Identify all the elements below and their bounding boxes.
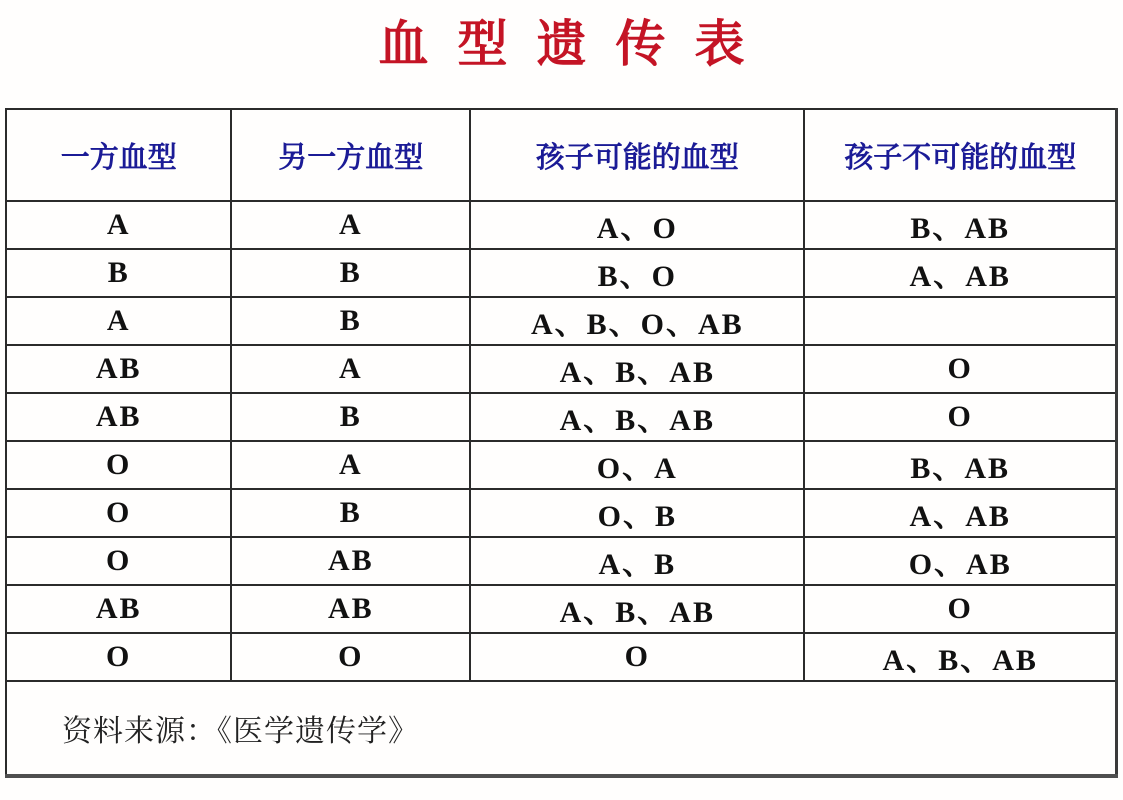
table-cell: AB — [6, 345, 231, 393]
table-row — [6, 345, 1117, 393]
table-cell: O、AB — [804, 537, 1116, 585]
header-parent-one: 一方血型 — [6, 109, 231, 201]
header-child-possible: 孩子可能的血型 — [470, 109, 804, 201]
table-row — [6, 249, 1117, 297]
table-cell: AB — [6, 585, 231, 633]
table-row — [6, 393, 1117, 441]
table-cell: O — [6, 489, 231, 537]
table-cell: B、AB — [804, 441, 1116, 489]
header-parent-two: 另一方血型 — [231, 109, 470, 201]
table-row — [6, 585, 1117, 633]
table-cell: O、B — [470, 489, 804, 537]
table-row — [6, 441, 1117, 489]
table-cell: AB — [6, 393, 231, 441]
table-cell: AB — [231, 585, 470, 633]
table-cell: O — [6, 537, 231, 585]
table-cell: B — [231, 489, 470, 537]
table-cell: B — [231, 249, 470, 297]
table-cell: A、B — [470, 537, 804, 585]
header-row — [6, 109, 1117, 201]
table-cell: B — [231, 297, 470, 345]
table-row — [6, 633, 1117, 681]
table-row — [6, 201, 1117, 249]
footer-row — [6, 681, 1117, 776]
table-row — [6, 489, 1117, 537]
source-note: 资料来源：《医学遗传学》 — [6, 681, 1117, 776]
header-child-impossible: 孩子不可能的血型 — [804, 109, 1116, 201]
table-cell: O — [231, 633, 470, 681]
table-cell: A — [231, 201, 470, 249]
table-cell: B — [231, 393, 470, 441]
table-cell: B、AB — [804, 201, 1116, 249]
blood-type-table — [5, 108, 1118, 778]
table-body — [6, 201, 1117, 681]
table-cell: B — [6, 249, 231, 297]
page-title: 血型遗传表 — [378, 14, 774, 73]
table-header — [6, 109, 1117, 201]
table-cell: O — [804, 393, 1116, 441]
table-cell: A、O — [470, 201, 804, 249]
table-cell: O — [804, 345, 1116, 393]
table-cell: A、B、AB — [470, 585, 804, 633]
table-row — [6, 537, 1117, 585]
table-cell: A — [231, 441, 470, 489]
table-cell: A、B、O、AB — [470, 297, 804, 345]
table-row — [6, 297, 1117, 345]
table-cell: A — [6, 297, 231, 345]
table-cell: O — [804, 585, 1116, 633]
table-cell: A、B、AB — [804, 633, 1116, 681]
table-cell: A、AB — [804, 249, 1116, 297]
table-cell: A、AB — [804, 489, 1116, 537]
table-cell: A — [6, 201, 231, 249]
table-footer — [6, 681, 1117, 776]
table-cell: A、B、AB — [470, 393, 804, 441]
table-cell: O、A — [470, 441, 804, 489]
table-cell — [804, 297, 1116, 345]
table-cell: B、O — [470, 249, 804, 297]
table-cell: O — [6, 633, 231, 681]
table-cell: A — [231, 345, 470, 393]
table-cell: O — [470, 633, 804, 681]
table-cell: A、B、AB — [470, 345, 804, 393]
table-cell: AB — [231, 537, 470, 585]
table-cell: O — [6, 441, 231, 489]
